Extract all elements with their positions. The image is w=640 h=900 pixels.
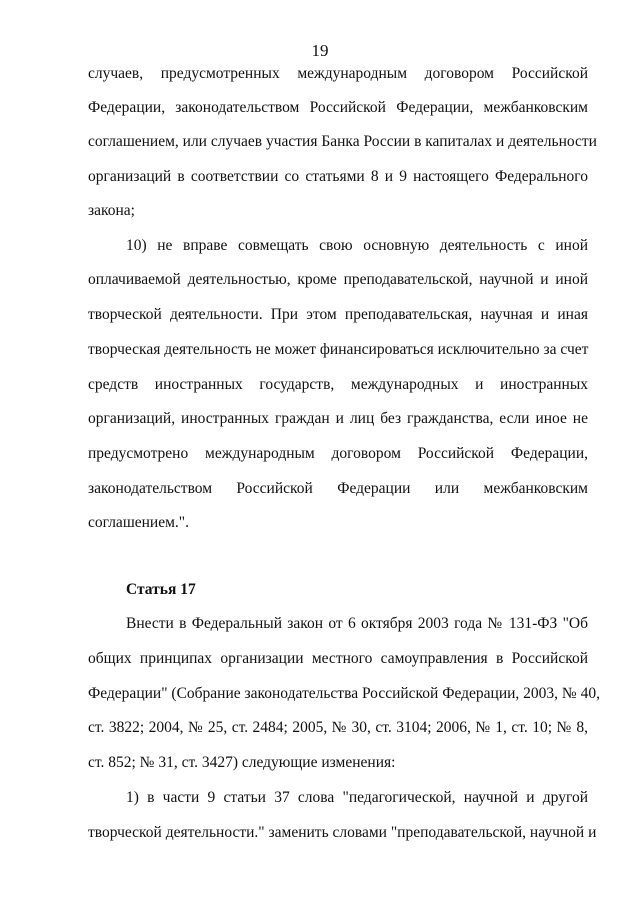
text-line: оплачиваемой деятельностью, кроме преподавательской, научной и иной xyxy=(88,271,588,288)
text-line: творческой деятельности." заменить словами "преподавательской, научной и xyxy=(88,824,597,841)
text-line: соглашением.". xyxy=(88,514,189,531)
text-line: случаев, предусмотренных международным договором Российской xyxy=(88,65,588,82)
text-line: предусмотрено международным договором Российской Федерации, xyxy=(88,445,588,462)
paragraph-first-line: Внести в Федеральный закон от 6 октября 2003 года № 131-ФЗ "Об xyxy=(126,615,588,632)
text-line: организаций, иностранных граждан и лиц без гражданства, если иное не xyxy=(88,410,588,427)
paragraph-first-line: 10) не вправе совмещать свою основную деятельность с иной xyxy=(126,237,588,254)
text-line: общих принципах организации местного самоуправления в Российской xyxy=(88,650,588,667)
paragraph-first-line: 1) в части 9 статьи 37 слова "педагогической, научной и другой xyxy=(126,789,588,806)
text-line: закона; xyxy=(88,202,135,219)
text-line: средств иностранных государств, международных и иностранных xyxy=(88,376,588,393)
text-line: Федерации" (Собрание законодательства Российской Федерации, 2003, № 40, xyxy=(88,685,600,702)
text-line: ст. 852; № 31, ст. 3427) следующие изменения: xyxy=(88,754,396,771)
text-line: соглашением, или случаев участия Банка России в капиталах и деятельности xyxy=(88,133,597,150)
page-number: 19 xyxy=(311,41,329,60)
text-line: законодательством Российской Федерации или межбанковским xyxy=(88,480,588,497)
text-line: организаций в соответствии со статьями 8 и 9 настоящего Федерального xyxy=(88,168,588,185)
text-line: ст. 3822; 2004, № 25, ст. 2484; 2005, № 30, ст. 3104; 2006, № 1, ст. 10; № 8, xyxy=(88,719,588,736)
text-line: творческой деятельности. При этом преподавательская, научная и иная xyxy=(88,306,588,323)
text-line: Федерации, законодательством Российской Федерации, межбанковским xyxy=(88,99,588,116)
article-heading: Статья 17 xyxy=(126,581,196,598)
text-line: творческая деятельность не может финансироваться исключительно за счет xyxy=(88,341,589,358)
